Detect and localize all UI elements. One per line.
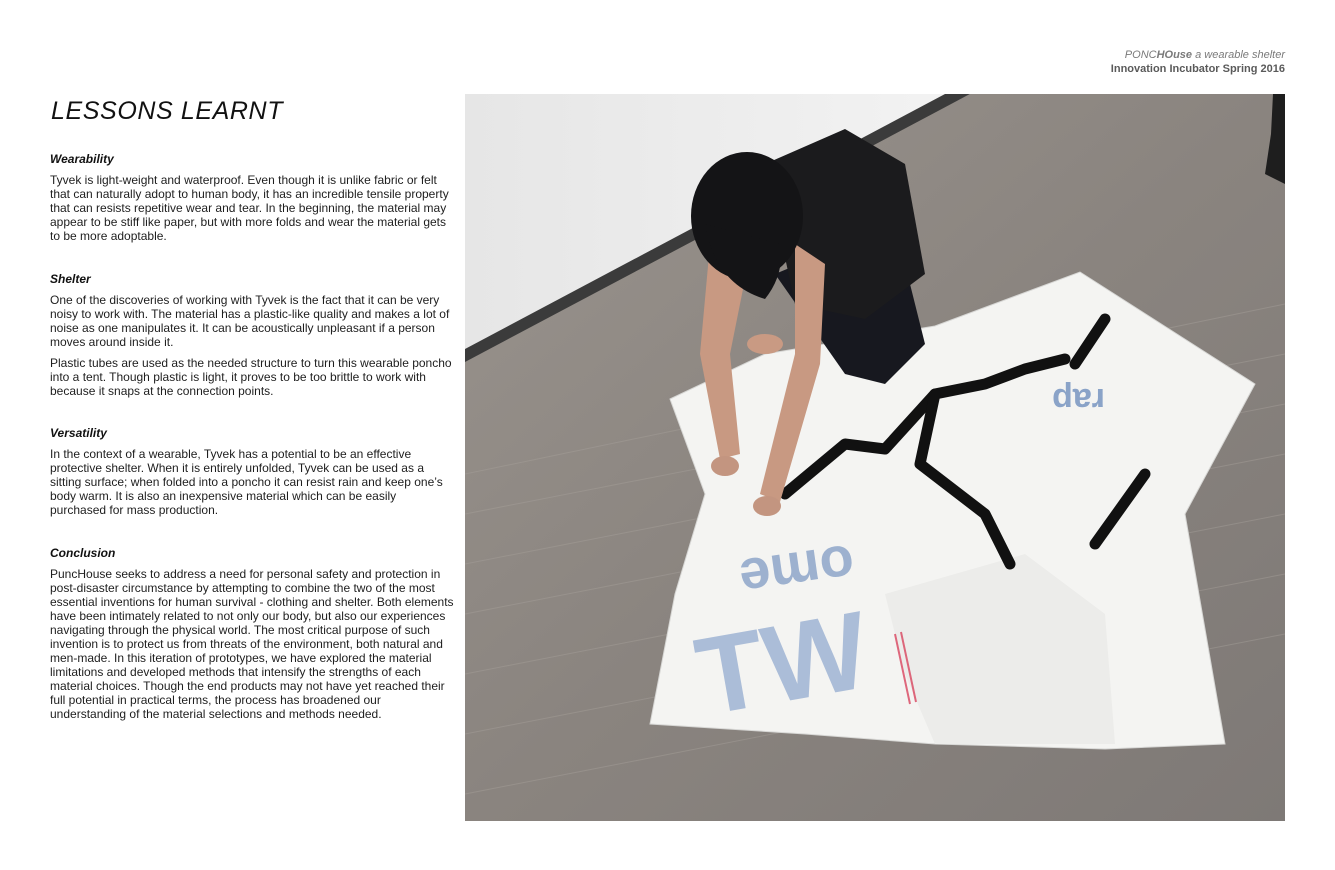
section-paragraph: Plastic tubes are used as the needed structure to turn this wearable poncho into a tent. Though plastic is light, it proves to be too brittle to work with because it snaps at the connection points. (50, 356, 452, 398)
section-heading: Conclusion (50, 546, 116, 560)
section-conclusion (50, 546, 454, 728)
sheet-print-ome: ome (735, 532, 859, 611)
tyvek-poncho-photo (465, 94, 1285, 821)
section-heading: Versatility (50, 426, 107, 440)
photo-illustration (465, 94, 1285, 821)
section-shelter (50, 272, 454, 405)
program-name: Innovation Incubator Spring 2016 (1110, 63, 1285, 75)
project-bold: HO (1156, 49, 1174, 61)
section-paragraph: In the context of a wearable, Tyvek has a potential to be an effective protective shelter. When it is entirely unfolded, Tyvek can be used as a sitting surface; when folded into a poncho it can resist rain and keep one’s body warm. It is also an inexpensive material which can be easily purchased for mass production. (50, 447, 443, 517)
section-versatility (50, 426, 454, 524)
sheet-print-rap: rap (1052, 381, 1105, 419)
section-paragraph: PuncHouse seeks to address a need for personal safety and protection in post-disaster circumstance by attempting to combine the two of the most essential inventions for human survival - clothing and shelter. Both elements have been intimately related to not only our body, but also our experiences navigating through the physical world. The most critical purpose of such invention is to protect us from threats of the environment, both natural and men-made. In this iteration of prototypes, we have explored the material limitations and developed methods that intensify the strengths of each material choices. Though the end products may not have yet reached their full potential in practical terms, the process has broadened our understanding of the material selections and methods needed. (50, 567, 454, 721)
project-suffix: use (1173, 49, 1193, 61)
project-prefix: PONC (1124, 49, 1157, 61)
page-title: LESSONS LEARNT (51, 97, 284, 125)
project-subtitle: a wearable shelter (1192, 49, 1285, 61)
section-paragraph: One of the discoveries of working with Tyvek is the fact that it can be very noisy to work with. The material has a plastic-like quality and makes a lot of noise as one manipulates it. It can be acoustically unpleasant if a person moves around inside it. (50, 293, 450, 349)
section-heading: Shelter (50, 272, 91, 286)
project-name (1111, 48, 1285, 62)
sheet-print-tw: TW (687, 588, 878, 740)
page-header (1111, 48, 1285, 76)
section-heading: Wearability (50, 152, 114, 166)
section-wearability (50, 152, 454, 250)
section-paragraph: Tyvek is light-weight and waterproof. Even though it is unlike fabric or felt that can naturally adopt to human body, it has an incredible tensile property that can resists repetitive wear and tear. In the beginning, the material may appear to be stiff like paper, but with more folds and wear the material gets to be more adoptable. (50, 173, 449, 243)
